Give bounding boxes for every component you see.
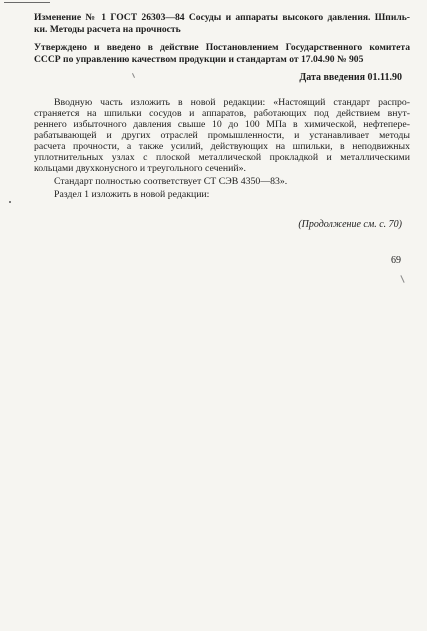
par1-line: кольцами двухконусного и треугольного сечений».: [34, 163, 246, 174]
par1-line: реннего избыточного давления свыше 10 до 100 МПа в химической, нефтепере-: [34, 119, 410, 130]
continuation-note: (Продолжение см. с. 70): [298, 219, 402, 230]
amendment-header: [34, 12, 410, 36]
header-line-1: Изменение № 1 ГОСТ 26303—84 Сосуды и аппараты высокого давления. Шпиль-: [34, 12, 410, 23]
stray-mark: [132, 73, 135, 78]
margin-dot: [9, 201, 11, 203]
par1-line: рабатывающей и других отраслей промышленности, и устанавливает методы: [34, 130, 410, 141]
par1-line: Вводную часть изложить в новой редакции: «Настоящий стандарт распро-: [54, 97, 410, 108]
approval-statement: [34, 42, 410, 65]
approval-line-1: Утверждено и введено в действие Постановлением Государственного комитета: [34, 42, 410, 53]
body-paragraph-1: [34, 97, 410, 174]
approval-line-2: СССР по управлению качеством продукции и стандартам от 17.04.90 № 905: [34, 53, 364, 65]
body-paragraph-3: Раздел 1 изложить в новой редакции:: [54, 189, 210, 200]
par1-line: расчета прочности, а также усилий, действующих на шпильки, в неподвижных: [34, 141, 410, 152]
page-number: 69: [391, 255, 401, 266]
body-paragraph-2: Стандарт полностью соответствует СТ СЭВ 4350—83».: [54, 176, 288, 187]
introduction-date: Дата введения 01.11.90: [299, 72, 402, 83]
scan-mark: [4, 2, 50, 3]
header-line-2: ки. Методы расчета на прочность: [34, 24, 181, 35]
par1-line: страняется на шпильки сосудов и аппаратов, работающих под действием внут-: [34, 108, 410, 119]
stray-mark-right: [400, 275, 404, 283]
par1-line: уплотнительных узлах с плоской металлической прокладкой и металлическими: [34, 152, 410, 163]
